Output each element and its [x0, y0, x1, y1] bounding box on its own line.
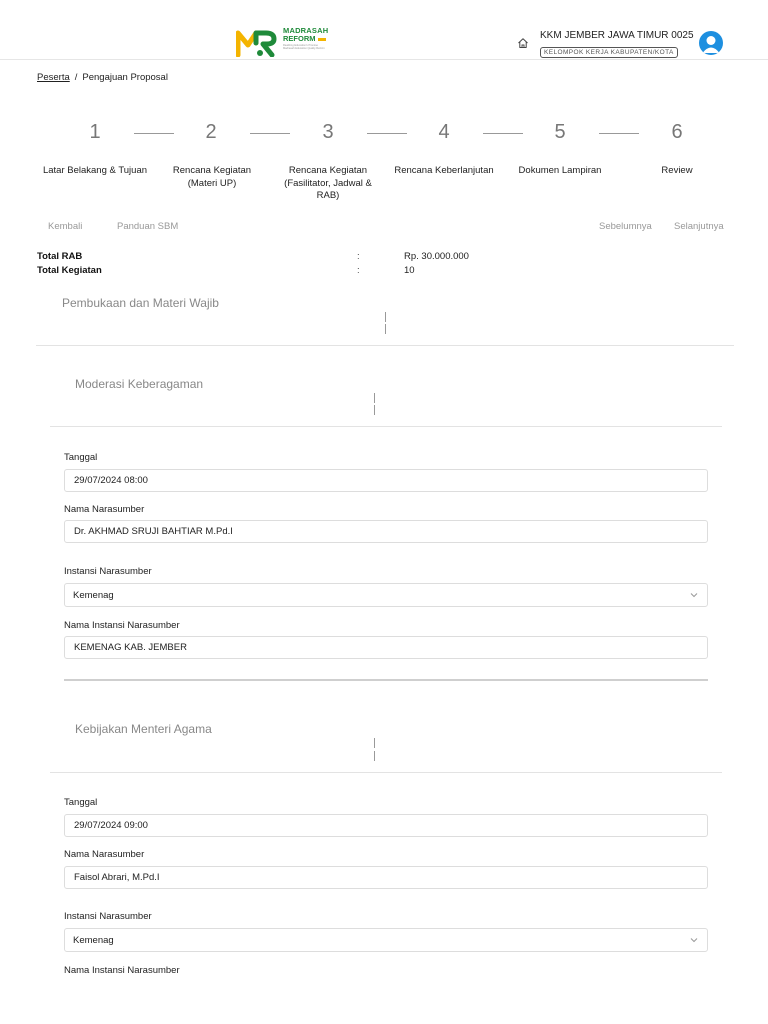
section-divider: [36, 345, 734, 346]
section-divider-mark: [374, 393, 375, 403]
step-connector: [367, 133, 407, 134]
home-icon[interactable]: [517, 36, 529, 48]
nama-narasumber-input[interactable]: Dr. AKHMAD SRUJI BAHTIAR M.Pd.I: [64, 520, 708, 543]
step-4-label[interactable]: Rencana Keberlanjutan: [394, 165, 494, 176]
previous-button[interactable]: Sebelumnya: [599, 221, 652, 232]
breadcrumb-separator: /: [74, 72, 78, 83]
section-divider: [50, 426, 722, 427]
instansi-narasumber-label: Instansi Narasumber: [64, 911, 152, 922]
step-3-label[interactable]: Rencana Kegiatan (Fasilitator, Jadwal & RAB): [284, 165, 372, 201]
step-6-number[interactable]: 6: [671, 121, 683, 143]
section-divider-mark: [374, 738, 375, 748]
logo-mark-icon: [236, 27, 280, 57]
logo-title: MADRASAH: [283, 26, 329, 35]
breadcrumb: [37, 72, 168, 83]
step-1-number[interactable]: 1: [89, 121, 101, 143]
logo-tagline: Realizing Education's Promise Madrasah Education Quality Reform: [283, 44, 325, 51]
section-divider-mark: [374, 405, 375, 415]
next-button[interactable]: Selanjutnya: [674, 221, 724, 232]
user-avatar-icon[interactable]: [699, 31, 723, 55]
total-kegiatan-label: Total Kegiatan: [37, 265, 102, 276]
breadcrumb-link-peserta[interactable]: Peserta: [37, 72, 70, 83]
section-divider-mark: [385, 324, 386, 334]
chevron-down-icon: [689, 590, 699, 600]
step-5-label[interactable]: Dokumen Lampiran: [518, 165, 602, 176]
step-connector: [483, 133, 523, 134]
step-connector: [599, 133, 639, 134]
total-rab-value: Rp. 30.000.000: [404, 251, 469, 262]
instansi-narasumber-value: Kemenag: [73, 934, 114, 946]
section-title-moderasi[interactable]: Moderasi Keberagaman: [75, 377, 204, 391]
nama-narasumber-input[interactable]: Faisol Abrari, M.Pd.I: [64, 866, 708, 889]
tanggal-label: Tanggal: [64, 452, 98, 463]
step-4-number[interactable]: 4: [438, 121, 450, 143]
section-divider-mark: [385, 312, 386, 322]
user-name: KKM JEMBER JAWA TIMUR 0025: [540, 30, 694, 41]
logo-subtitle: REFORM: [283, 34, 316, 43]
step-connector: [250, 133, 290, 134]
nama-narasumber-label: Nama Narasumber: [64, 504, 145, 515]
madrasah-reform-logo[interactable]: [236, 27, 329, 57]
nama-instansi-label: Nama Instansi Narasumber: [64, 965, 180, 976]
instansi-narasumber-label: Instansi Narasumber: [64, 566, 152, 577]
total-rab-label: Total RAB: [37, 251, 83, 262]
section-divider-mark: [374, 751, 375, 761]
step-6-label[interactable]: Review: [661, 165, 693, 176]
user-info[interactable]: [540, 30, 694, 59]
step-1-label[interactable]: Latar Belakang & Tujuan: [42, 165, 148, 176]
item-divider: [64, 679, 708, 681]
total-kegiatan-colon: :: [357, 265, 360, 276]
step-2-label[interactable]: Rencana Kegiatan (Materi UP): [172, 165, 252, 189]
back-button[interactable]: Kembali: [48, 221, 83, 232]
breadcrumb-current: Pengajuan Proposal: [82, 72, 168, 83]
guide-sbm-button[interactable]: Panduan SBM: [117, 221, 179, 232]
step-2-number[interactable]: 2: [205, 121, 217, 143]
nama-narasumber-label: Nama Narasumber: [64, 849, 145, 860]
tanggal-input[interactable]: 29/07/2024 08:00: [64, 469, 708, 492]
chevron-down-icon: [689, 935, 699, 945]
instansi-narasumber-select[interactable]: [64, 583, 708, 607]
nama-instansi-label: Nama Instansi Narasumber: [64, 620, 180, 631]
section-divider: [50, 772, 722, 773]
tanggal-label: Tanggal: [64, 797, 98, 808]
instansi-narasumber-select[interactable]: [64, 928, 708, 952]
section-title-kebijakan[interactable]: Kebijakan Menteri Agama: [75, 722, 212, 736]
total-rab-colon: :: [357, 251, 360, 262]
app-header: [0, 0, 768, 60]
step-connector: [134, 133, 174, 134]
nama-instansi-input[interactable]: KEMENAG KAB. JEMBER: [64, 636, 708, 659]
tanggal-input[interactable]: 29/07/2024 09:00: [64, 814, 708, 837]
user-role-badge: KELOMPOK KERJA KABUPATEN/KOTA: [540, 47, 678, 58]
total-kegiatan-value: 10: [404, 265, 415, 276]
step-3-number[interactable]: 3: [322, 121, 334, 143]
instansi-narasumber-value: Kemenag: [73, 589, 114, 601]
step-5-number[interactable]: 5: [554, 121, 566, 143]
section-title-pembukaan[interactable]: Pembukaan dan Materi Wajib: [62, 296, 219, 310]
